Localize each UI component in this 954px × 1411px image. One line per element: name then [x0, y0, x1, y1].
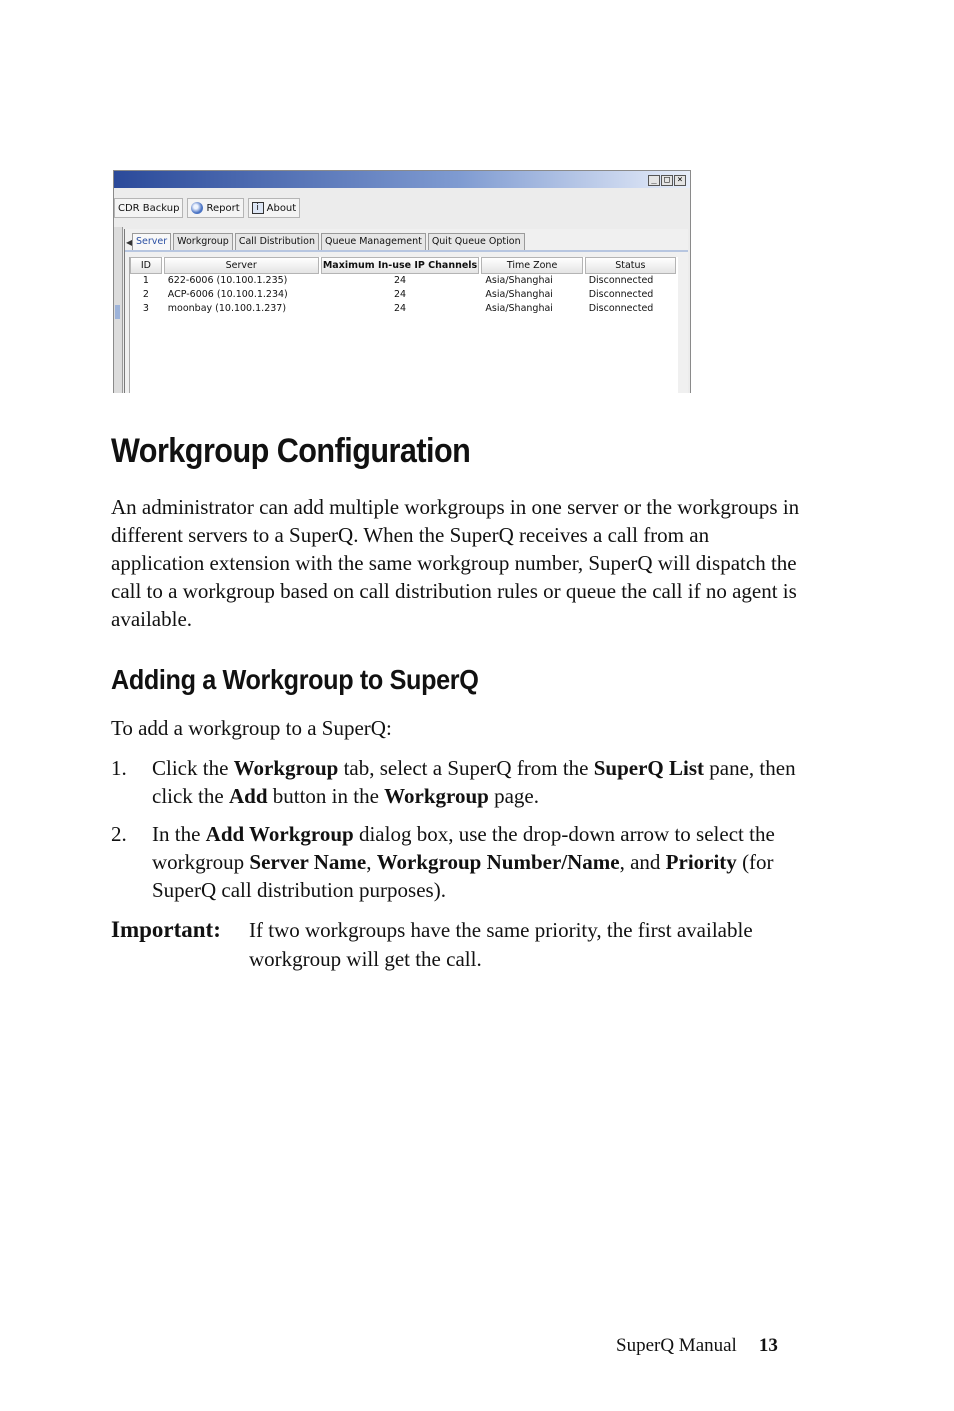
about-button[interactable] [248, 198, 301, 218]
cell-id: 2 [142, 289, 149, 300]
cell-id: 3 [142, 303, 149, 314]
column-header-server[interactable]: Server [164, 257, 319, 274]
cell-time-zone: Asia/Shanghai [485, 303, 553, 314]
cell-server: moonbay (10.100.1.237) [167, 303, 287, 314]
cell-server: ACP-6006 (10.100.1.234) [167, 289, 288, 300]
table-row[interactable] [130, 288, 678, 302]
table-header [130, 257, 678, 274]
page-footer [616, 1335, 778, 1357]
window-controls [648, 175, 686, 186]
step-number: 1. [111, 756, 127, 780]
report-button[interactable] [187, 198, 243, 218]
column-header-time-zone[interactable]: Time Zone [481, 257, 582, 274]
tab-server[interactable]: Server [132, 233, 171, 250]
tab-divider [125, 250, 688, 252]
tab-panel [124, 229, 688, 393]
cell-time-zone: Asia/Shanghai [485, 289, 553, 300]
tab-quit-queue-option[interactable]: Quit Queue Option [428, 233, 525, 250]
tab-strip [125, 232, 527, 250]
report-icon [191, 202, 203, 214]
cell-status: Disconnected [588, 289, 654, 300]
important-text: If two workgroups have the same priority, the first available workgroup will get the call. [249, 918, 753, 971]
cell-status: Disconnected [588, 275, 654, 286]
about-label: About [266, 202, 297, 214]
splitter-handle[interactable] [115, 305, 120, 319]
section-heading: Workgroup Configuration [111, 432, 471, 470]
cell-server: 622-6006 (10.100.1.235) [167, 275, 288, 286]
subsection-heading: Adding a Workgroup to SuperQ [111, 664, 479, 695]
cdr-backup-button[interactable] [114, 198, 183, 218]
cell-time-zone: Asia/Shanghai [485, 275, 553, 286]
tab-queue-management[interactable]: Queue Management [321, 233, 426, 250]
step-number: 2. [111, 822, 127, 846]
column-header-max-channels[interactable]: Maximum In-use IP Channels [321, 257, 480, 274]
minimize-button[interactable]: _ [648, 175, 660, 186]
maximize-button[interactable]: □ [661, 175, 673, 186]
tab-workgroup[interactable]: Workgroup [173, 233, 233, 250]
cell-status: Disconnected [588, 303, 654, 314]
important-label: Important: [111, 917, 221, 942]
cell-max-channels: 24 [393, 289, 407, 300]
cdr-backup-label: CDR Backup [118, 202, 180, 214]
window-titlebar [114, 171, 690, 188]
toolbar [114, 198, 300, 220]
cell-id: 1 [142, 275, 149, 286]
column-header-id[interactable]: ID [130, 257, 162, 274]
lead-paragraph: To add a workgroup to a SuperQ: [111, 716, 392, 740]
step-text: Click the Workgroup tab, select a SuperQ from the SuperQ List pane, then click the Add button in the Workgroup page. [152, 756, 796, 808]
report-label: Report [206, 202, 240, 214]
tab-call-distribution[interactable]: Call Distribution [235, 233, 319, 250]
page-number: 13 [758, 1335, 778, 1356]
footer-title: SuperQ Manual [616, 1335, 737, 1356]
close-button[interactable]: × [674, 175, 686, 186]
cell-max-channels: 24 [393, 303, 407, 314]
about-icon: i [252, 202, 264, 214]
server-table [129, 257, 678, 393]
intro-paragraph: An administrator can add multiple workgroups in one server or the workgroups in different servers to a SuperQ. When the SuperQ receives a call from an application extension with the same workgroup number, SuperQ will dispatch the call to a workgroup based on call distribution rules or queue the call if no agent is available. [111, 495, 800, 631]
tab-scroll-left-icon[interactable]: ◀ [126, 238, 133, 247]
table-row[interactable] [130, 274, 678, 288]
column-header-status[interactable]: Status [585, 257, 676, 274]
step-text: In the Add Workgroup dialog box, use the drop-down arrow to select the workgroup Server Name, Workgroup Number/Name, and Priority (for SuperQ call distribution purposes). [152, 822, 775, 902]
table-row[interactable] [130, 302, 678, 316]
app-screenshot [113, 170, 691, 393]
cell-max-channels: 24 [393, 275, 407, 286]
side-splitter[interactable] [114, 227, 123, 393]
